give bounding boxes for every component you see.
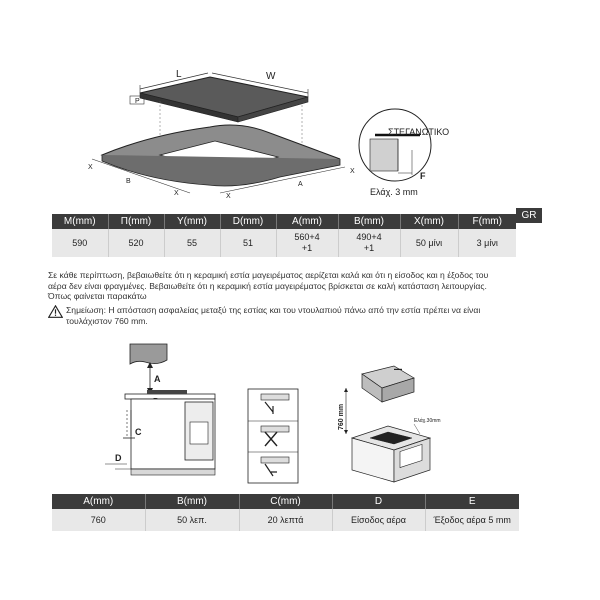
cell-f: 3 μίνι (458, 229, 516, 257)
dim-label-w: W (266, 71, 276, 82)
ventilation-side-diagram (95, 340, 235, 490)
col-header-f: F(mm) (458, 214, 516, 229)
bottom-label-c: C (135, 427, 142, 437)
safety-warning (48, 305, 522, 326)
col-header-a: A(mm) (276, 214, 338, 229)
dim-label-x-mid: X (174, 190, 179, 197)
min-30mm-label: Ελάχ.30mm (414, 418, 441, 424)
warning-triangle-icon (48, 305, 63, 318)
col-header-d: D(mm) (220, 214, 276, 229)
cell-a: 760 (52, 509, 145, 531)
dim-label-f: F (420, 171, 426, 181)
col-header-m: M(mm) (52, 214, 108, 229)
clearance-table (52, 494, 519, 531)
col-header-d: D (332, 494, 425, 509)
cell-b: 50 λεπ. (145, 509, 239, 531)
dim-label-a: A (298, 181, 303, 188)
warning-line: τουλάχιστον 760 mm. (66, 315, 148, 326)
cell-x: 50 μίνι (400, 229, 458, 257)
mounting-steps-diagram (247, 388, 299, 484)
col-header-a: A(mm) (52, 494, 145, 509)
bottom-label-a: A (154, 374, 161, 384)
cell-m: 590 (52, 229, 108, 257)
col-header-x: X(mm) (400, 214, 458, 229)
cell-d: 51 (220, 229, 276, 257)
dim-label-x-right: X (350, 168, 355, 175)
cutout-installation-diagram (40, 55, 470, 205)
hood-label: ▬▬ (394, 366, 402, 371)
language-tab: GR (516, 208, 542, 223)
paragraph-line: Σε κάθε περίπτωση, βεβαιωθείτε ότι η κεραμική εστία μαγειρέματος αερίζεται καλά και ότι η είσοδος και η έξοδος του (48, 270, 489, 280)
dim-label-x-left: X (88, 164, 93, 171)
cell-d: Είσοδος αέρα (332, 509, 425, 531)
paragraph-line: αέρα δεν είναι φραγμένες. Βεβαιωθείτε ότι η κεραμική εστία μαγειρέματος βρίσκεται σε καλή κατάσταση λειτουργίας. (48, 280, 487, 291)
col-header-c: C(mm) (239, 494, 332, 509)
bottom-label-d: D (115, 453, 122, 463)
dim-label-x-bottom: X (226, 193, 231, 200)
sealant-label: ΣΤΕΓΑΝΩΤΙΚΟ (388, 127, 450, 137)
height-760-label: 760 mm (338, 403, 345, 430)
cutout-dimensions-table (52, 214, 516, 257)
cell-p: 520 (108, 229, 164, 257)
col-header-b: B(mm) (338, 214, 400, 229)
col-header-b: B(mm) (145, 494, 239, 509)
col-header-e: E (425, 494, 519, 509)
cell-y: 55 (164, 229, 220, 257)
warning-line: Σημείωση: Η απόσταση ασφαλείας μεταξύ της εστίας και του ντουλαπιού πάνω από την εστία πρέπει να είναι (66, 305, 481, 315)
dim-label-b: B (126, 178, 131, 185)
cell-a: 560+4 +1 (276, 229, 338, 257)
min-gap-note: Ελάχ. 3 mm (370, 187, 418, 197)
cell-e: Έξοδος αέρα 5 mm (425, 509, 519, 531)
col-header-y: Y(mm) (164, 214, 220, 229)
cell-c: 20 λεπτά (239, 509, 332, 531)
dim-label-p: P (135, 98, 140, 105)
clearance-3d-diagram (334, 362, 442, 486)
col-header-p: Π(mm) (108, 214, 164, 229)
dim-label-l: L (176, 69, 182, 80)
ventilation-paragraph (48, 270, 522, 302)
paragraph-line: Όπως φαίνεται παρακάτω (48, 291, 147, 301)
cell-b: 490+4 +1 (338, 229, 400, 257)
